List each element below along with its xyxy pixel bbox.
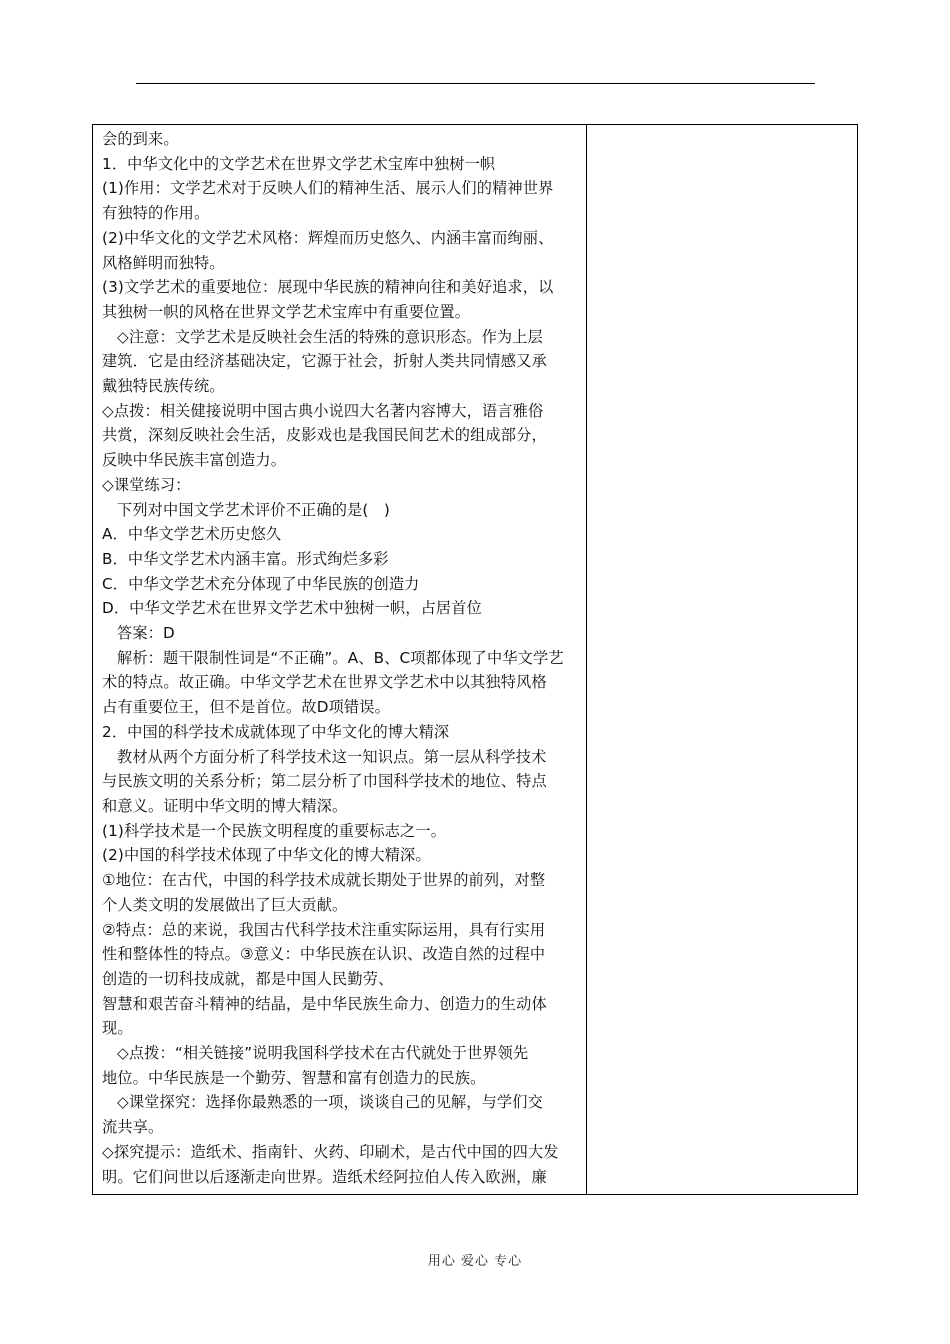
text-line: (2)中国的科学技术体现了中华文化的博大精深。	[102, 846, 431, 865]
header-rule	[136, 83, 815, 84]
text-line: (3)文学艺术的重要地位：展现中华民族的精神向往和美好追求，以	[102, 278, 554, 297]
text-line: 术的特点。故正确。中华文学艺术在世界文学艺术中以其独特风格	[102, 673, 547, 692]
text-line: (2)中华文化的文学艺术风格：辉煌而历史悠久、内涵丰富而绚丽、	[102, 228, 554, 247]
text-line: ◇点拨：“相关链接”说明我国科学技术在古代就处于世界领先	[117, 1044, 529, 1063]
text-line: 2．中国的科学技术成就体现了中华文化的博大精深	[102, 722, 450, 741]
text-line: 明。它们问世以后逐渐走向世界。造纸术经阿拉伯人传入欧洲，廉	[102, 1167, 547, 1186]
text-line: 建筑．它是由经济基础决定，它源于社会，折射人类共同情感又承	[102, 352, 547, 371]
text-line: 解析：题干限制性词是“不正确”。A、B、C项都体现了中华文学艺	[117, 648, 564, 667]
text-line: 个人类文明的发展做出了巨大贡献。	[102, 895, 348, 914]
text-line: 与民族文明的关系分析；第二层分析了巾国科学技术的地位、特点	[102, 772, 547, 791]
text-line: 答案：D	[117, 624, 175, 643]
text-line: 教材从两个方面分析了科学技术这一知识点。第一层从科学技术	[117, 747, 547, 766]
text-line: 占有重要位王，但不是首位。故D项错误。	[102, 698, 390, 717]
text-line: 戴独特民族传统。	[102, 377, 225, 396]
text-line: A．中华文学艺术历史悠久	[102, 525, 282, 544]
content-table	[92, 124, 858, 1195]
text-line: ◇课堂探究：选择你最熟悉的一项，谈谈自己的见解，与学们交	[117, 1093, 543, 1112]
text-line: 共赏，深刻反映社会生活，皮影戏也是我国民间艺术的组成部分，	[102, 426, 547, 445]
text-line: ◇探究提示：造纸术、指南针、火药、印刷术，是古代中国的四大发	[102, 1142, 559, 1161]
text-line: 1．中华文化中的文学艺术在世界文学艺术宝库中独树一帜	[102, 154, 496, 173]
text-line: (1)作用：文学艺术对于反映人们的精神生活、展示人们的精神世界	[102, 179, 554, 198]
text-line: D．中华文学艺术在世界文学艺术中独树一帜，占居首位	[102, 599, 482, 618]
text-line: 创造的一切科技成就，都是中国人民勤劳、	[102, 969, 394, 988]
text-line: ◇注意：文学艺术是反映社会生活的特殊的意识形态。作为上层	[117, 327, 543, 346]
text-line: 下列对中国文学艺术评价不正确的是( )	[117, 500, 390, 519]
text-line: 反映中华民族丰富创造力。	[102, 451, 287, 470]
text-line: 智慧和艰苦奋斗精神的结晶，是中华民族生命力、创造力的生动体	[102, 994, 547, 1013]
text-line: 现。	[102, 1019, 133, 1038]
text-line: ◇点拨：相关健接说明中国古典小说四大名著内容博大，语言雅俗	[102, 401, 544, 420]
text-line: B．中华文学艺术内涵丰富。形式绚烂多彩	[102, 549, 389, 568]
text-line: 性和整体性的特点。③意义：中华民族在认识、改造自然的过程中	[102, 945, 546, 964]
text-line: 其独树一帜的风格在世界文学艺术宝库中有重要位置。	[102, 302, 471, 321]
text-line: ①地位：在古代，中国的科学技术成就长期处于世界的前列，对整	[102, 871, 546, 890]
text-line: C．中华文学艺术充分体现了中华民族的创造力	[102, 574, 420, 593]
text-line: 流共享。	[102, 1118, 164, 1137]
text-line: (1)科学技术是一个民族文明程度的重要标志之一。	[102, 821, 447, 840]
text-line: ②特点：总的来说，我国古代科学技术注重实际运用，具有行实用	[102, 920, 546, 939]
text-line: 会的到来。	[102, 130, 179, 148]
right-column-empty	[587, 125, 857, 1194]
text-line: 风格鲜明而独特。	[102, 253, 225, 272]
page-footer: 用心 爱心 专心	[427, 1254, 523, 1269]
text-line: 地位。中华民族是一个勤劳、智慧和富有创造力的民族。	[102, 1068, 486, 1087]
text-line: 有独特的作用。	[102, 204, 210, 223]
text-line: ◇课堂练习：	[102, 475, 191, 494]
left-column	[93, 125, 587, 1194]
text-line: 和意义。证明中华文明的博大精深。	[102, 796, 348, 815]
